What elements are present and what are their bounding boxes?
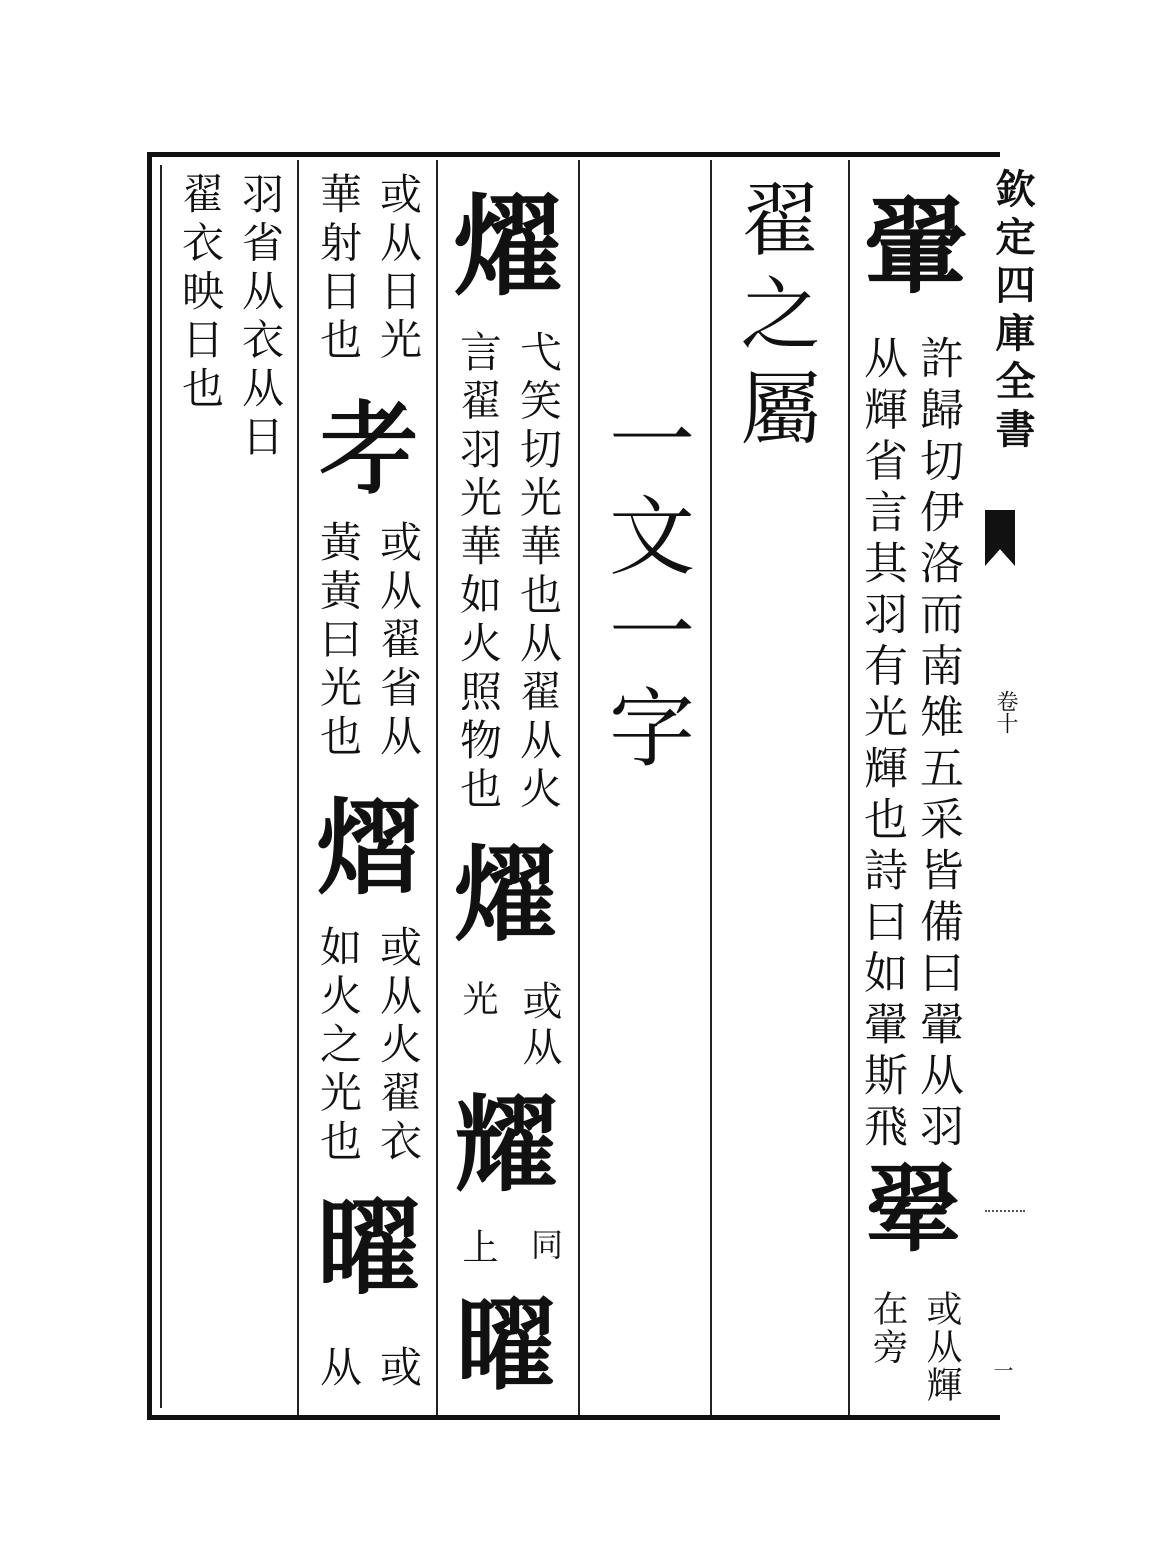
entry-note: 或	[374, 1345, 423, 1387]
entry-text: 或从翟省从	[374, 520, 423, 763]
seal-character: 燿	[453, 833, 558, 956]
seal-character: 曜	[456, 1286, 556, 1404]
entry-text: 如火之光也	[314, 925, 363, 1168]
entry-text: 从輝省言其羽有光輝也詩曰如翬斯飛	[856, 335, 907, 1155]
section-subheading: 一文一字	[594, 395, 694, 779]
entry-text: 許歸切伊洛而南雉五采皆備曰翬从羽	[912, 335, 963, 1155]
section-heading: 翟之屬	[727, 178, 820, 460]
column-rule	[710, 160, 712, 1415]
entry-note: 光	[457, 980, 498, 1016]
entry-text: 華射日也	[314, 172, 363, 366]
entry-text: 弋笑切光華也从翟从火	[514, 330, 563, 815]
column-rule	[578, 160, 580, 1415]
entry-note: 从	[314, 1345, 363, 1387]
fish-tail-mark-icon	[985, 510, 1015, 566]
entry-text: 或从火翟衣	[374, 925, 423, 1168]
entry-text: 黃黃曰光也	[314, 520, 363, 763]
column-rule	[297, 160, 299, 1415]
entry-note: 或从	[516, 980, 562, 1072]
page-mark: 一	[990, 1360, 1014, 1380]
inner-border-rule	[160, 165, 162, 1408]
entry-note: 同	[526, 1228, 564, 1260]
seal-character: 翚	[865, 1155, 960, 1265]
seal-character: 熠	[316, 785, 421, 909]
seal-character: 燿	[453, 182, 564, 311]
entry-text: 翟衣映日也	[176, 172, 225, 415]
seal-character: 曜	[316, 1185, 421, 1309]
volume-label: 卷十	[993, 690, 1018, 734]
entry-note: 在旁	[867, 1290, 908, 1366]
entry-text: 羽省从衣从日	[236, 172, 285, 463]
column-rule	[848, 160, 850, 1415]
margin-dotted-line	[985, 1210, 1025, 1212]
column-rule	[436, 160, 438, 1415]
seal-character: 耀	[453, 1083, 558, 1206]
seal-character: 翬	[863, 185, 968, 308]
seal-character: 𦒱	[319, 391, 419, 509]
entry-text: 或从日光	[374, 172, 423, 366]
book-title: 欽定四庫全書	[989, 168, 1036, 456]
entry-note: 上	[457, 1228, 498, 1264]
entry-text: 言翟羽光華如火照物也	[454, 330, 503, 815]
entry-note: 或从輝	[921, 1290, 962, 1404]
